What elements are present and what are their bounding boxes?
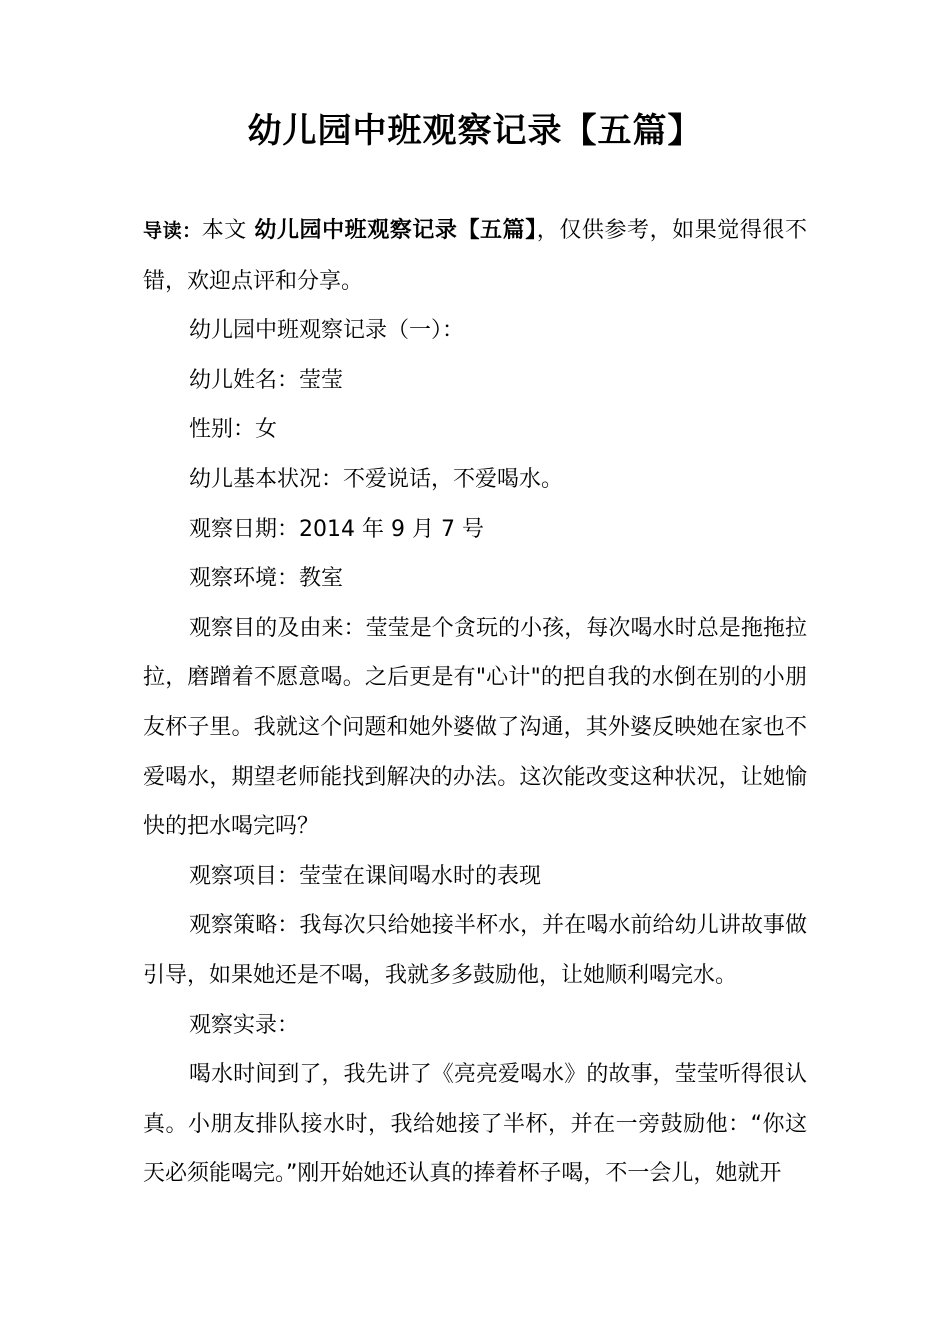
observation-purpose-paragraph: 观察目的及由来：莹莹是个贪玩的小孩，每次喝水时总是拖拖拉拉，磨蹭着不愿意喝。之后更是有"心计"的把自我的水倒在别的小朋友杯子里。我就这个问题和她外婆做了沟通，其外婆反映她在家也不爱喝水，期望老师能找到解决的办法。这次能改变这种状况，让她愉快的把水喝完吗？ bbox=[143, 615, 807, 840]
observation-item-line: 观察项目：莹莹在课间喝水时的表现 bbox=[189, 863, 542, 889]
observation-record-paragraph: 喝水时间到了，我先讲了《亮亮爱喝水》的故事，莹莹听得很认真。小朋友排队接水时，我给她接了半杯，并在一旁鼓励他：“你这天必须能喝完。”刚开始她还认真的捧着杯子喝，不一会儿，她就开 bbox=[143, 1062, 807, 1187]
intro-title-ref: 幼儿园中班观察记录【五篇】 bbox=[254, 218, 537, 243]
basic-status-line: 幼儿基本状况：不爱说话，不爱喝水。 bbox=[189, 466, 564, 492]
observation-strategy-paragraph: 观察策略：我每次只给她接半杯水，并在喝水前给幼儿讲故事做引导，如果她还是不喝，我就多多鼓励他，让她顺利喝完水。 bbox=[143, 913, 807, 988]
observation-environment-line: 观察环境：教室 bbox=[189, 566, 344, 592]
document-title: 幼儿园中班观察记录【五篇】 bbox=[247, 111, 703, 151]
intro-paragraph bbox=[143, 206, 807, 306]
intro-suffix: ，仅供参考，如果觉得很不错，欢迎点评和分享。 bbox=[143, 218, 807, 294]
child-name-line: 幼儿姓名：莹莹 bbox=[189, 367, 344, 393]
document-body bbox=[143, 206, 807, 1199]
gender-line: 性别：女 bbox=[189, 417, 278, 443]
observation-record-heading: 观察实录： bbox=[189, 1012, 300, 1038]
section-heading: 幼儿园中班观察记录（一）： bbox=[189, 318, 465, 344]
intro-prefix: 本文 bbox=[201, 218, 255, 243]
intro-label: 导读： bbox=[143, 220, 202, 242]
observation-date-line: 观察日期：2014 年 9 月 7 号 bbox=[189, 516, 484, 542]
